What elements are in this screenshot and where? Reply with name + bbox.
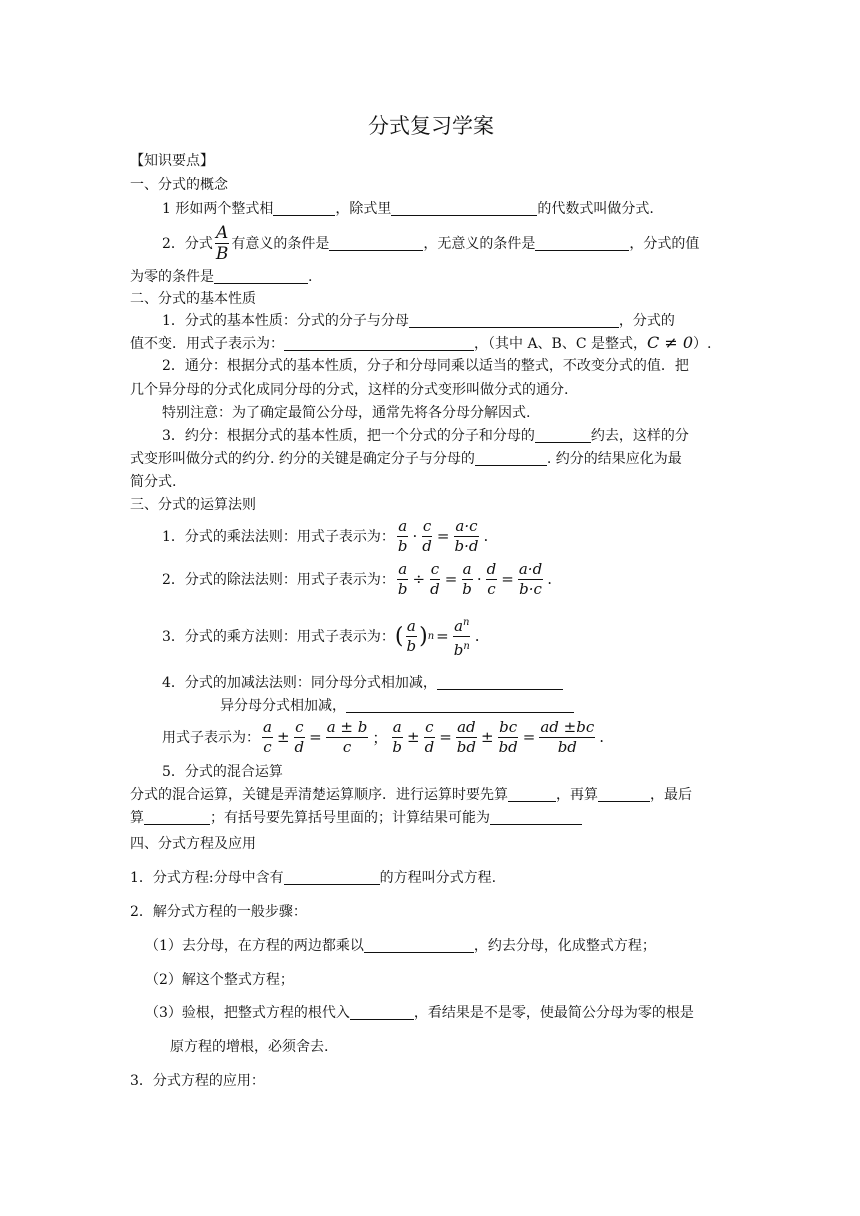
blank bbox=[508, 787, 556, 802]
section-4-heading: 四、分式方程及应用 bbox=[130, 836, 256, 852]
fraction: $\frac{a \pm b}{c}$ bbox=[326, 717, 368, 756]
blank bbox=[329, 236, 423, 251]
blank bbox=[364, 938, 474, 953]
s2-note: 特别注意：为了确定最简公分母，通常先将各分母分解因式. bbox=[162, 405, 531, 421]
fraction: $\frac{bc}{bd}$ bbox=[498, 717, 518, 756]
blank bbox=[391, 201, 537, 216]
fraction: $\frac{d}{c}$ bbox=[486, 559, 497, 598]
section-1-heading: 一、分式的概念 bbox=[130, 177, 228, 193]
fraction: $\frac{a}{c}$ bbox=[263, 717, 272, 756]
blank bbox=[490, 810, 582, 825]
s4-item-1: 1．分式方程:分母中含有 的方程叫分式方程. bbox=[130, 870, 497, 886]
section-3-heading: 三、分式的运算法则 bbox=[130, 497, 256, 513]
s2-item-3: 3．约分：根据分式的基本性质，把一个分式的分子和分母的 约去，这样的分 bbox=[162, 428, 689, 444]
blank bbox=[284, 336, 474, 351]
s2-item-3-end: 简分式. bbox=[130, 474, 177, 490]
page-title: 分式复习学案 bbox=[368, 114, 494, 138]
fraction: $\frac{c}{d}$ bbox=[422, 516, 432, 555]
fraction: $\frac{ad}{bd}$ bbox=[456, 717, 476, 756]
rule-addition-unlike: 异分母分式相加减， bbox=[220, 696, 574, 716]
fraction: $\frac{c}{d}$ bbox=[424, 717, 435, 756]
fraction: $\frac{ad \pm bc}{bd}$ bbox=[540, 717, 595, 756]
mixed-text-2: 算 ；有括号要先算括号里面的；计算结果可能为 bbox=[130, 808, 582, 828]
blank bbox=[273, 201, 335, 216]
s4-step-3: （3）验根，把整式方程的根代入 ，看结果是不是零，使最简公分母为零的根是 bbox=[145, 1005, 694, 1021]
rule-addition: 4．分式的加减法法则：同分母分式相加减， bbox=[162, 673, 563, 693]
s4-item-3: 3．分式方程的应用： bbox=[130, 1073, 265, 1089]
blank bbox=[346, 698, 574, 713]
rule-division: 2．分式的除法法则：用式子表示为： $\frac{a}{b}$ ÷ $\frac{c}{d}$ = $\frac{a}{b}$ · $\frac{d}{c}$ = $\frac{a\cdot d}{b\cdot c}$ . bbox=[162, 559, 552, 598]
rule-multiplication: 1．分式的乘法法则：用式子表示为： $\frac{a}{b}$ · $\frac{c}{d}$ = $\frac{a\cdot c}{b\cdot d}$ . bbox=[162, 516, 489, 555]
fraction-A-over-B: $\frac{A}{B}$ bbox=[215, 222, 229, 264]
blank bbox=[535, 236, 629, 251]
s1-item-2-cont: 为零的条件是 . bbox=[130, 269, 313, 285]
rule-addition-formula: 用式子表示为： $\frac{a}{c}$ ± $\frac{c}{d}$ = $\frac{a \pm b}{c}$ ； $\frac{a}{b}$ ± $\frac{c}{d}$ = $\frac{ad}{bd}$ ± $\frac{bc}{bd}$ = $\frac{ad \pm bc}{bd}$ . bbox=[162, 717, 605, 756]
fraction: $\frac{a\cdot d}{b\cdot c}$ bbox=[518, 559, 543, 598]
fraction: $\frac{a\cdot c}{b\cdot d}$ bbox=[454, 516, 479, 555]
fraction: $\frac{a}{b}$ bbox=[397, 559, 408, 598]
blank bbox=[144, 810, 210, 825]
key-points-heading: 【知识要点】 bbox=[130, 153, 214, 169]
s2-item-1: 1．分式的基本性质：分式的分子与分母 ，分式的 bbox=[162, 313, 675, 329]
s4-item-2: 2．解分式方程的一般步骤： bbox=[130, 904, 307, 920]
s4-step-3-cont: 原方程的增根，必须舍去. bbox=[170, 1039, 329, 1055]
s2-item-2-cont: 几个异分母的分式化成同分母的分式，这样的分式变形叫做分式的通分. bbox=[130, 382, 569, 398]
blank bbox=[437, 675, 563, 690]
s1-item-1: 1 形如两个整式相 ，除式里 的代数式叫做分式. bbox=[162, 201, 654, 217]
fraction: $\frac{a}{b}$ bbox=[462, 559, 472, 598]
section-2-heading: 二、分式的基本性质 bbox=[130, 291, 256, 307]
s2-item-3-cont: 式变形叫做分式的约分. 约分的关键是确定分子与分母的 . 约分的结果应化为最 bbox=[130, 451, 682, 467]
fraction: $\frac{c}{d}$ bbox=[430, 559, 440, 598]
s2-item-2: 2．通分：根据分式的基本性质，分子和分母同乘以适当的整式，不改变分式的值．把 bbox=[162, 358, 689, 374]
s4-step-1: （1）去分母，在方程的两边都乘以 ，约去分母，化成整式方程； bbox=[145, 938, 656, 954]
s1-item-2: 2．分式 $\frac{A}{B}$ 有意义的条件是 ，无意义的条件是 ，分式的值 bbox=[162, 222, 700, 264]
s2-item-1-cont: 值不变．用式子表示为： ，（其中 A、B、C 是整式，C ≠ 0）. bbox=[130, 333, 712, 352]
blank bbox=[598, 787, 650, 802]
fraction: $\frac{a^n}{b^n}$ bbox=[453, 613, 471, 660]
blank bbox=[409, 313, 619, 328]
fraction: $\frac{a}{b}$ bbox=[392, 717, 402, 756]
blank bbox=[214, 269, 308, 284]
blank bbox=[284, 870, 380, 885]
blank bbox=[350, 1005, 414, 1020]
blank bbox=[475, 451, 547, 466]
mixed-text-1: 分式的混合运算，关键是弄清楚运算顺序．进行运算时要先算 ，再算 ，最后 bbox=[130, 787, 692, 803]
fraction: $\frac{a}{b}$ bbox=[406, 616, 417, 655]
fraction: $\frac{a}{b}$ bbox=[397, 516, 408, 555]
rule-mixed: 5．分式的混合运算 bbox=[162, 764, 283, 780]
rule-power: 3．分式的乘方法则：用式子表示为： ( $\frac{a}{b}$ ) n = $\frac{a^n}{b^n}$ . bbox=[162, 612, 482, 660]
blank bbox=[535, 428, 591, 443]
s4-step-2: （2）解这个整式方程； bbox=[145, 972, 294, 988]
fraction: $\frac{c}{d}$ bbox=[294, 717, 305, 756]
